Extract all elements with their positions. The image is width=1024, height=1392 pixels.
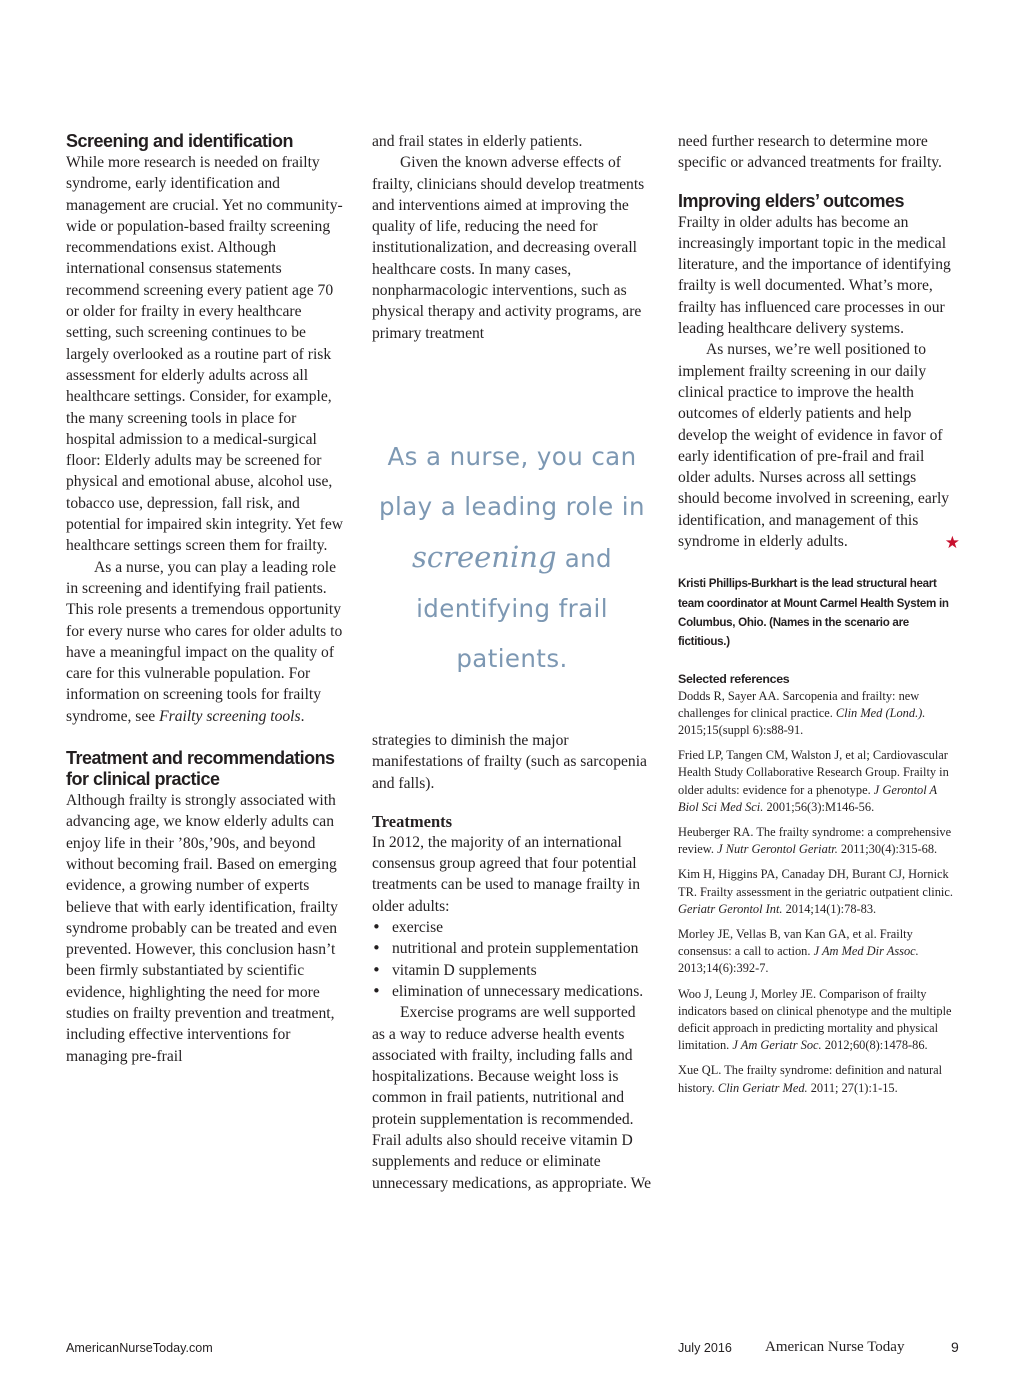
column-2-upper bbox=[372, 131, 652, 344]
reference-text: Heuberger RA. The frailty syndrome: a comprehensive review. bbox=[678, 824, 952, 857]
column-3 bbox=[678, 131, 960, 1105]
footer-website: AmericanNurseToday.com bbox=[66, 1341, 213, 1355]
reference-journal: Clin Geriatr Med. bbox=[717, 1080, 808, 1095]
reference-citation: 2001;56(3):M146-56. bbox=[763, 799, 875, 814]
reference-citation: 2011;30(4):315-68. bbox=[837, 842, 938, 857]
pull-quote-line: patients. bbox=[456, 644, 568, 673]
paragraph-strategies: strategies to diminish the major manifestations of frailty (such as sarcopenia and falls). bbox=[372, 732, 647, 792]
reference-journal: Clin Med (Lond.). bbox=[835, 705, 926, 720]
paragraph-improving-2: As nurses, we’re well positioned to implement frailty screening in our daily clinical practice to improve the health outcomes of elderly patients and help develop the weight of evidence in favor of early identification of pre-frail and frail older adults. Nurses across all settings should become involved in screening, early identification, and management of this syndrome in elderly adults. bbox=[678, 341, 950, 551]
reference-citation: 2011; 27(1):1-15. bbox=[807, 1080, 898, 1095]
column-2-lower bbox=[372, 730, 652, 1194]
reference-journal: J Am Med Dir Assoc. bbox=[813, 944, 919, 959]
reference-citation: 2015;15(suppl 6):s88-91. bbox=[678, 722, 804, 737]
paragraph-exercise: Exercise programs are well supported as a way to reduce adverse health events associated with frailty, including falls and hospitalizations. Because weight loss is common in frail patients, nutritional and protein supplementation is recommended. Frail adults also should receive vitamin D supplements and reduce or eliminate unnecessary medications, as appropriate. We bbox=[372, 1004, 652, 1192]
column-1 bbox=[66, 131, 348, 1067]
paragraph-screening-2 bbox=[66, 557, 348, 727]
list-item: • vitamin D supplements bbox=[392, 960, 652, 981]
reference-citation: 2012;60(8):1478-86. bbox=[821, 1038, 928, 1053]
paragraph-continued: and frail states in elderly patients. bbox=[372, 133, 583, 150]
page-number: 9 bbox=[951, 1339, 959, 1355]
reference-item bbox=[678, 747, 960, 816]
reference-item bbox=[678, 986, 960, 1055]
reference-item bbox=[678, 926, 960, 978]
reference-item bbox=[678, 688, 960, 740]
reference-text: Kim H, Higgins PA, Canaday DH, Burant CJ, Hornick TR. Frailty assessment in the geriatric outpatient clinic. bbox=[678, 867, 953, 899]
heading-treatment: Treatment and recommendations for clinical practice bbox=[66, 748, 335, 790]
pull-quote bbox=[372, 432, 652, 684]
references-list bbox=[678, 688, 960, 1097]
heading-screening: Screening and identification bbox=[66, 131, 294, 151]
heading-improving: Improving elders’ outcomes bbox=[678, 190, 905, 211]
paragraph-treatment-1: Although frailty is strongly associated with advancing age, we know elderly adults can enjoy life in their ’80s,’90s, and beyond without becoming frail. Based on emerging evidence, a growing number of experts believe that with early identification, frailty syndrome probably can be treated and even prevented. However, this conclusion hasn’t been firmly substantiated by scientific evidence, highlighting the need for more studies on frailty prevention and treatment, including effective interventions for managing pre-frail bbox=[66, 792, 338, 1065]
frailty-screening-tools-ref: Frailty screening tools bbox=[159, 707, 301, 725]
reference-item bbox=[678, 1062, 960, 1096]
paragraph-text: As a nurse, you can play a leading role in screening and identifying frail patients. This role presents a tremendous opportunity for every nurse who cares for older adults to have a meaningful impact on the quality of care for this vulnerable population. For information on screening tools for frailty syndrome, see bbox=[66, 558, 343, 725]
pull-quote-line: As a nurse, you can bbox=[387, 442, 637, 471]
list-item: • exercise bbox=[392, 917, 652, 938]
reference-text: Dodds R, Sayer AA. Sarcopenia and frailty: new challenges for clinical practice. bbox=[678, 688, 920, 720]
reference-text: Morley JE, Vellas B, van Kan GA, et al. Frailty consensus: a call to action. bbox=[678, 926, 913, 959]
paragraph-screening-1: While more research is needed on frailty syndrome, early identification and management are crucial. Yet no community-wide or population-based frailty screening recommendations exist. Although international consensus statements recommend screening every patient age 70 or older for frailty in every healthcare setting, such screening continues to be largely overlooked as a routine part of risk assessment for elderly adults across all healthcare settings. Consider, for example, the many screening tools in place for hospital admission to a medical-surgical floor: Elderly adults may be screened for physical and emotional abuse, alcohol use, tobacco use, depression, fall risk, and potential for impaired skin integrity. Yet few healthcare settings screen them for frailty. bbox=[66, 154, 344, 555]
pull-quote-script-word: screening bbox=[412, 540, 557, 574]
reference-text: Fried LP, Tangen CM, Walston J, et al; Cardiovascular Health Study Collaborative Research Group. Frailty in older adults: evidence for a phenotype. bbox=[678, 748, 949, 797]
reference-text: Xue QL. The frailty syndrome: definition and natural history. bbox=[678, 1063, 943, 1095]
paragraph-consensus: In 2012, the majority of an international consensus group agreed that four potential treatments can be used to manage frailty in older adults: bbox=[372, 833, 641, 915]
pull-quote-line: play a leading role in bbox=[379, 492, 645, 521]
paragraph-improving-1: Frailty in older adults has become an increasingly important topic in the medical literature, and the importance of identifying frailty is well documented. What’s more, frailty has influenced care processes in our leading healthcare delivery systems. bbox=[678, 213, 951, 338]
author-bio: Kristi Phillips-Burkhart is the lead structural heart team coordinator at Mount Carmel Health System in Columbus, Ohio. (Names in the scenario are fictitious.) bbox=[678, 577, 949, 649]
star-icon: ★ bbox=[944, 533, 960, 554]
references-heading: Selected references bbox=[678, 671, 790, 686]
treatment-list bbox=[372, 917, 652, 1002]
footer-magazine-title: American Nurse Today bbox=[765, 1339, 905, 1355]
pull-quote-text: and bbox=[556, 544, 612, 573]
reference-journal: J Nutr Gerontol Geriatr. bbox=[717, 842, 838, 857]
reference-item bbox=[678, 824, 960, 858]
list-item: • nutritional and protein supplementation bbox=[392, 938, 652, 959]
list-item: • elimination of unnecessary medications. bbox=[392, 981, 652, 1002]
closing-paragraph-wrap bbox=[678, 339, 960, 552]
reference-text: Woo J, Leung J, Morley JE. Comparison of frailty indicators based on clinical phenotype and the multiple deficit approach in predicting mortality and physical limitation. bbox=[678, 986, 952, 1053]
paragraph-adverse-effects: Given the known adverse effects of frailty, clinicians should develop treatments and interventions aimed at improving the quality of life, reducing the need for institutionalization, and decreasing overall healthcare costs. In many cases, nonpharmacologic interventions, such as physical therapy and activity programs, are primary treatment bbox=[372, 154, 645, 342]
reference-journal: J Am Geriatr Soc. bbox=[732, 1038, 822, 1053]
reference-citation: 2014;14(1):78-83. bbox=[782, 901, 877, 916]
paragraph-end: . bbox=[300, 707, 305, 725]
paragraph-continued-2: need further research to determine more specific or advanced treatments for frailty. bbox=[678, 133, 942, 172]
reference-citation: 2013;14(6):392-7. bbox=[678, 961, 769, 976]
reference-item bbox=[678, 866, 960, 918]
heading-treatments: Treatments bbox=[372, 811, 453, 831]
reference-journal: Geriatr Gerontol Int. bbox=[678, 901, 783, 916]
footer-date: July 2016 bbox=[678, 1341, 732, 1355]
pull-quote-line bbox=[372, 532, 652, 584]
reference-journal: J Gerontol A Biol Sci Med Sci. bbox=[678, 782, 937, 814]
pull-quote-line: identifying frail bbox=[416, 594, 608, 623]
